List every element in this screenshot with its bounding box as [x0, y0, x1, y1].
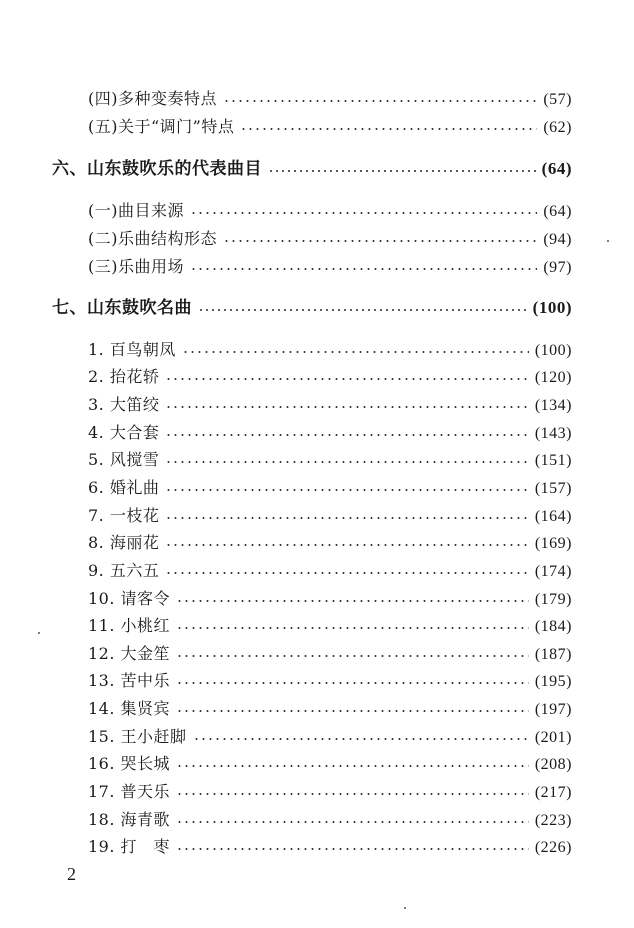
toc-entry-title: 6. 婚礼曲: [88, 478, 160, 497]
toc-entry-title: (三)乐曲用场: [88, 257, 184, 276]
dot-leader: [165, 378, 528, 380]
toc-entry[interactable]: [88, 642, 572, 666]
dot-leader: [165, 544, 528, 546]
toc-entry-title: 17. 普天乐: [88, 782, 171, 801]
toc-entry[interactable]: [88, 780, 572, 804]
toc-entry-page: (223): [534, 812, 572, 829]
page-number: 2: [67, 864, 76, 884]
toc-entry-page: (226): [534, 839, 572, 856]
toc-section-heading[interactable]: [52, 296, 572, 320]
toc-entry[interactable]: [88, 393, 572, 417]
dot-leader: [176, 710, 529, 712]
toc-entry-page: (64): [543, 203, 572, 220]
toc-entry-title: 16. 哭长城: [88, 754, 171, 773]
toc-entry[interactable]: [88, 476, 572, 500]
dot-leader: [268, 170, 536, 172]
dot-leader: [165, 406, 528, 408]
toc-entry-title: 七、山东鼓吹名曲: [52, 298, 192, 318]
toc-entry-title: 10. 请客令: [88, 589, 171, 608]
toc-entry[interactable]: [88, 531, 572, 555]
toc-entry-page: (184): [534, 618, 572, 635]
dot-leader: [176, 793, 529, 795]
dot-leader: [190, 268, 537, 270]
dot-leader: [176, 821, 529, 823]
scan-speck: [404, 907, 406, 909]
toc-entry-page: (57): [543, 91, 572, 108]
toc-entry-title: 14. 集贤宾: [88, 699, 171, 718]
dot-leader: [176, 627, 529, 629]
dot-leader: [182, 351, 529, 353]
toc-entry[interactable]: [88, 199, 572, 223]
toc-entry[interactable]: [88, 421, 572, 445]
toc-entry-page: (62): [543, 119, 572, 136]
toc-entry-page: (64): [541, 159, 572, 178]
toc-entry[interactable]: [88, 835, 572, 859]
toc-entry-title: (二)乐曲结构形态: [88, 229, 217, 248]
toc-entry[interactable]: [88, 87, 572, 111]
toc-entry[interactable]: [88, 614, 572, 638]
dot-leader: [165, 572, 528, 574]
toc-entry-page: (217): [534, 784, 572, 801]
dot-leader: [176, 600, 529, 602]
dot-leader: [198, 309, 527, 311]
toc-entry-title: 7. 一枝花: [88, 506, 160, 525]
toc-entry[interactable]: [88, 669, 572, 693]
toc-entry[interactable]: [88, 115, 572, 139]
dot-leader: [165, 461, 528, 463]
toc-entry[interactable]: [88, 697, 572, 721]
toc-entry-page: (97): [543, 259, 572, 276]
toc-entry-page: (195): [534, 673, 572, 690]
toc-entry[interactable]: [88, 559, 572, 583]
toc-entry[interactable]: [88, 725, 572, 749]
toc-entry-page: (197): [534, 701, 572, 718]
toc-entry[interactable]: [88, 227, 572, 251]
toc-entry[interactable]: [88, 448, 572, 472]
dot-leader: [176, 655, 529, 657]
toc-entry-title: (一)曲目来源: [88, 201, 184, 220]
toc-entry[interactable]: [88, 587, 572, 611]
dot-leader: [223, 100, 537, 102]
toc-entry-title: 3. 大笛绞: [88, 395, 160, 414]
toc-entry-page: (143): [534, 425, 572, 442]
toc-entry[interactable]: [88, 504, 572, 528]
dot-leader: [240, 128, 537, 130]
toc-entry-title: 2. 抬花轿: [88, 367, 160, 386]
toc-entry-title: 12. 大金笙: [88, 644, 171, 663]
toc-entry-page: (100): [534, 342, 572, 359]
toc-entry-title: 13. 苦中乐: [88, 671, 171, 690]
dot-leader: [176, 765, 529, 767]
dot-leader: [193, 738, 529, 740]
toc-entry-page: (100): [532, 298, 572, 317]
scan-speck: [38, 632, 40, 634]
toc-entry-title: 4. 大合套: [88, 423, 160, 442]
toc-section-heading[interactable]: [52, 157, 572, 181]
toc-entry[interactable]: [88, 365, 572, 389]
dot-leader: [190, 212, 537, 214]
toc-entry-page: (94): [543, 231, 572, 248]
dot-leader: [165, 517, 528, 519]
toc-entry-page: (179): [534, 591, 572, 608]
toc-entry[interactable]: [88, 752, 572, 776]
toc-entry-page: (201): [534, 729, 572, 746]
toc-entry-title: 1. 百鸟朝凤: [88, 340, 176, 359]
toc-entry-title: (五)关于“调门”特点: [88, 117, 235, 136]
toc-entry-page: (208): [534, 756, 572, 773]
toc-entry-title: 8. 海丽花: [88, 533, 160, 552]
dot-leader: [165, 489, 528, 491]
toc-entry-page: (134): [534, 397, 572, 414]
toc-entry-title: 15. 王小赶脚: [88, 727, 187, 746]
toc-entry-page: (157): [534, 480, 572, 497]
toc-entry-title: 六、山东鼓吹乐的代表曲目: [52, 159, 262, 179]
scan-speck: [607, 240, 609, 242]
toc-entry-title: 11. 小桃红: [88, 616, 171, 635]
toc-entry-page: (174): [534, 563, 572, 580]
toc-entry[interactable]: [88, 338, 572, 362]
dot-leader: [223, 240, 537, 242]
dot-leader: [176, 682, 529, 684]
toc-entry-page: (187): [534, 646, 572, 663]
toc-entry-title: 19. 打 枣: [88, 837, 171, 856]
toc-entry-title: 9. 五六五: [88, 561, 160, 580]
toc-entry-page: (151): [534, 452, 572, 469]
toc-entry-title: (四)多种变奏特点: [88, 89, 217, 108]
toc-entry-page: (169): [534, 535, 572, 552]
dot-leader: [165, 434, 528, 436]
toc-entry[interactable]: [88, 255, 572, 279]
toc-entry[interactable]: [88, 808, 572, 832]
toc-entry-title: 18. 海青歌: [88, 810, 171, 829]
toc-entry-page: (164): [534, 508, 572, 525]
dot-leader: [176, 848, 529, 850]
toc-entry-page: (120): [534, 369, 572, 386]
toc-entry-title: 5. 风搅雪: [88, 450, 160, 469]
